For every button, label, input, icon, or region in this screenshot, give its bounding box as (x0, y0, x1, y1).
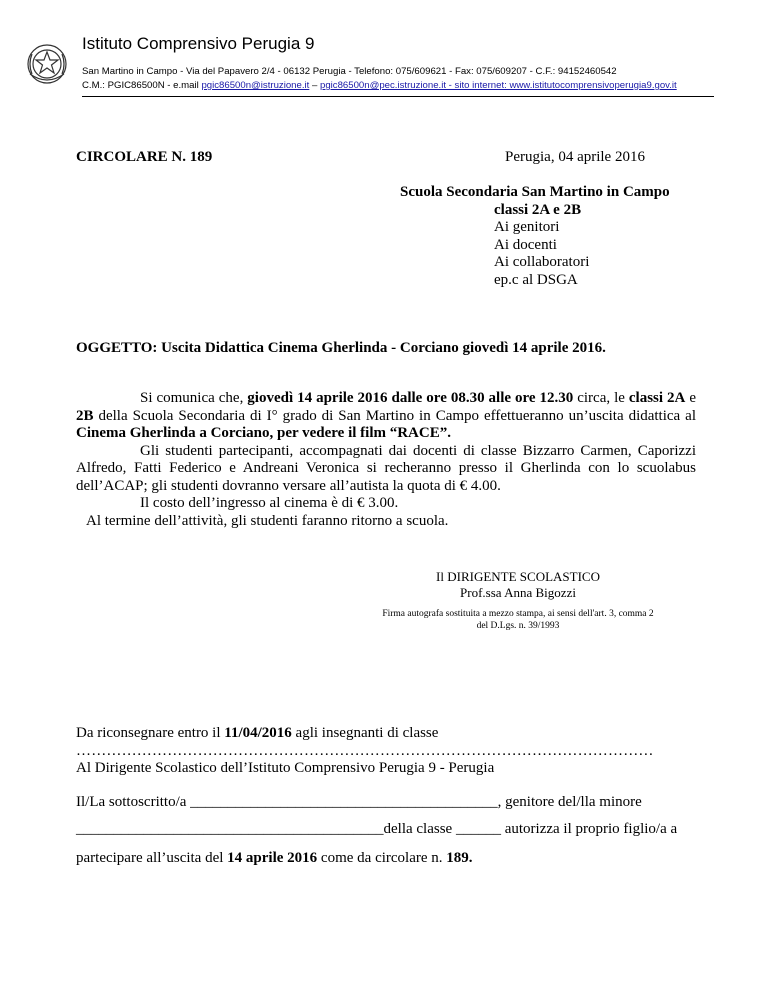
body-paragraph-4: Al termine dell’attività, gli studenti faranno ritorno a scuola. (86, 512, 449, 529)
signature-block (380, 569, 656, 600)
recipient-classes: classi 2A e 2B (494, 201, 582, 218)
recipients-block (400, 184, 670, 289)
recipient-item: Ai collaboratori (494, 254, 590, 270)
subject-line: OGGETTO: Uscita Didattica Cinema Gherlinda - Corciano giovedì 14 aprile 2016. (76, 340, 606, 356)
signature-note: Firma autografa sostituita a mezzo stampa, ai sensi dell'art. 3, comma 2 del D.Lgs. n. 39/1993 (382, 609, 654, 631)
recipient-item: Ai genitori (494, 219, 560, 235)
header-divider (82, 96, 714, 97)
cut-line: …………………………………………………………………………………………………… (76, 743, 654, 759)
signature-role: Il DIRIGENTE SCOLASTICO (436, 569, 600, 584)
school-contacts (82, 80, 677, 91)
recipient-school: Scuola Secondaria San Martino in Campo (400, 184, 670, 200)
pec-site-link[interactable]: pgic86500n@pec.istruzione.it - sito internet: www.istitutocomprensivoperugia9.gov.it (319, 80, 677, 91)
italian-republic-emblem-icon (24, 40, 70, 86)
body-paragraph-2: Gli studenti partecipanti, accompagnati dai docenti di classe Bizzarro Carmen, Caporizzi Alfredo, Fatti Federico e Andreani Veronica si recheranno presso il Gherlinda con lo scuolabus dell’ACAP; gli studenti dovranno versare all’autista la quota di € 4.00. (76, 442, 696, 494)
circolare-number: CIRCOLARE N. 189 (76, 149, 213, 165)
signature-name: Prof.ssa Anna Bigozzi (460, 584, 576, 600)
contact-separator: – (309, 80, 320, 91)
form-line-class: _________________________________________della classe ______ autorizza il proprio figlio/a a (76, 821, 678, 837)
recipient-item: Ai docenti (494, 236, 557, 253)
body-paragraph-1: Si comunica che, giovedì 14 aprile 2016 dalle ore 08.30 alle ore 12.30 circa, le classi 2A e 2B della Scuola Secondaria di I° grado di San Martino in Campo effettueranno un’uscita didattica al Cinema Gherlinda a Corciano, per vedere il film “RACE”. (76, 390, 696, 441)
contact-prefix: C.M.: PGIC86500N - e.mail (82, 80, 202, 91)
document-date: Perugia, 04 aprile 2016 (505, 149, 645, 165)
school-address: San Martino in Campo - Via del Papavero 2/4 - 06132 Perugia - Telefono: 075/609621 - Fax: 075/609207 - C.F.: 94152460542 (82, 66, 617, 77)
email-link[interactable]: pgic86500n@istruzione.it (201, 80, 310, 91)
addressee-line: Al Dirigente Scolastico dell’Istituto Comprensivo Perugia 9 - Perugia (76, 760, 495, 776)
return-instruction: Da riconsegnare entro il 11/04/2016 agli insegnanti di classe (76, 725, 439, 741)
recipient-item: ep.c al DSGA (494, 271, 578, 288)
body-paragraph-3: Il costo dell’ingresso al cinema è di € 3.00. (140, 495, 399, 511)
circular-body (76, 390, 696, 530)
form-line-authorization: partecipare all’uscita del 14 aprile 2016 come da circolare n. 189. (76, 850, 473, 866)
form-line-parent: Il/La sottoscritto/a _________________________________________, genitore del/lla minore (76, 794, 642, 810)
school-name: Istituto Comprensivo Perugia 9 (82, 34, 315, 53)
